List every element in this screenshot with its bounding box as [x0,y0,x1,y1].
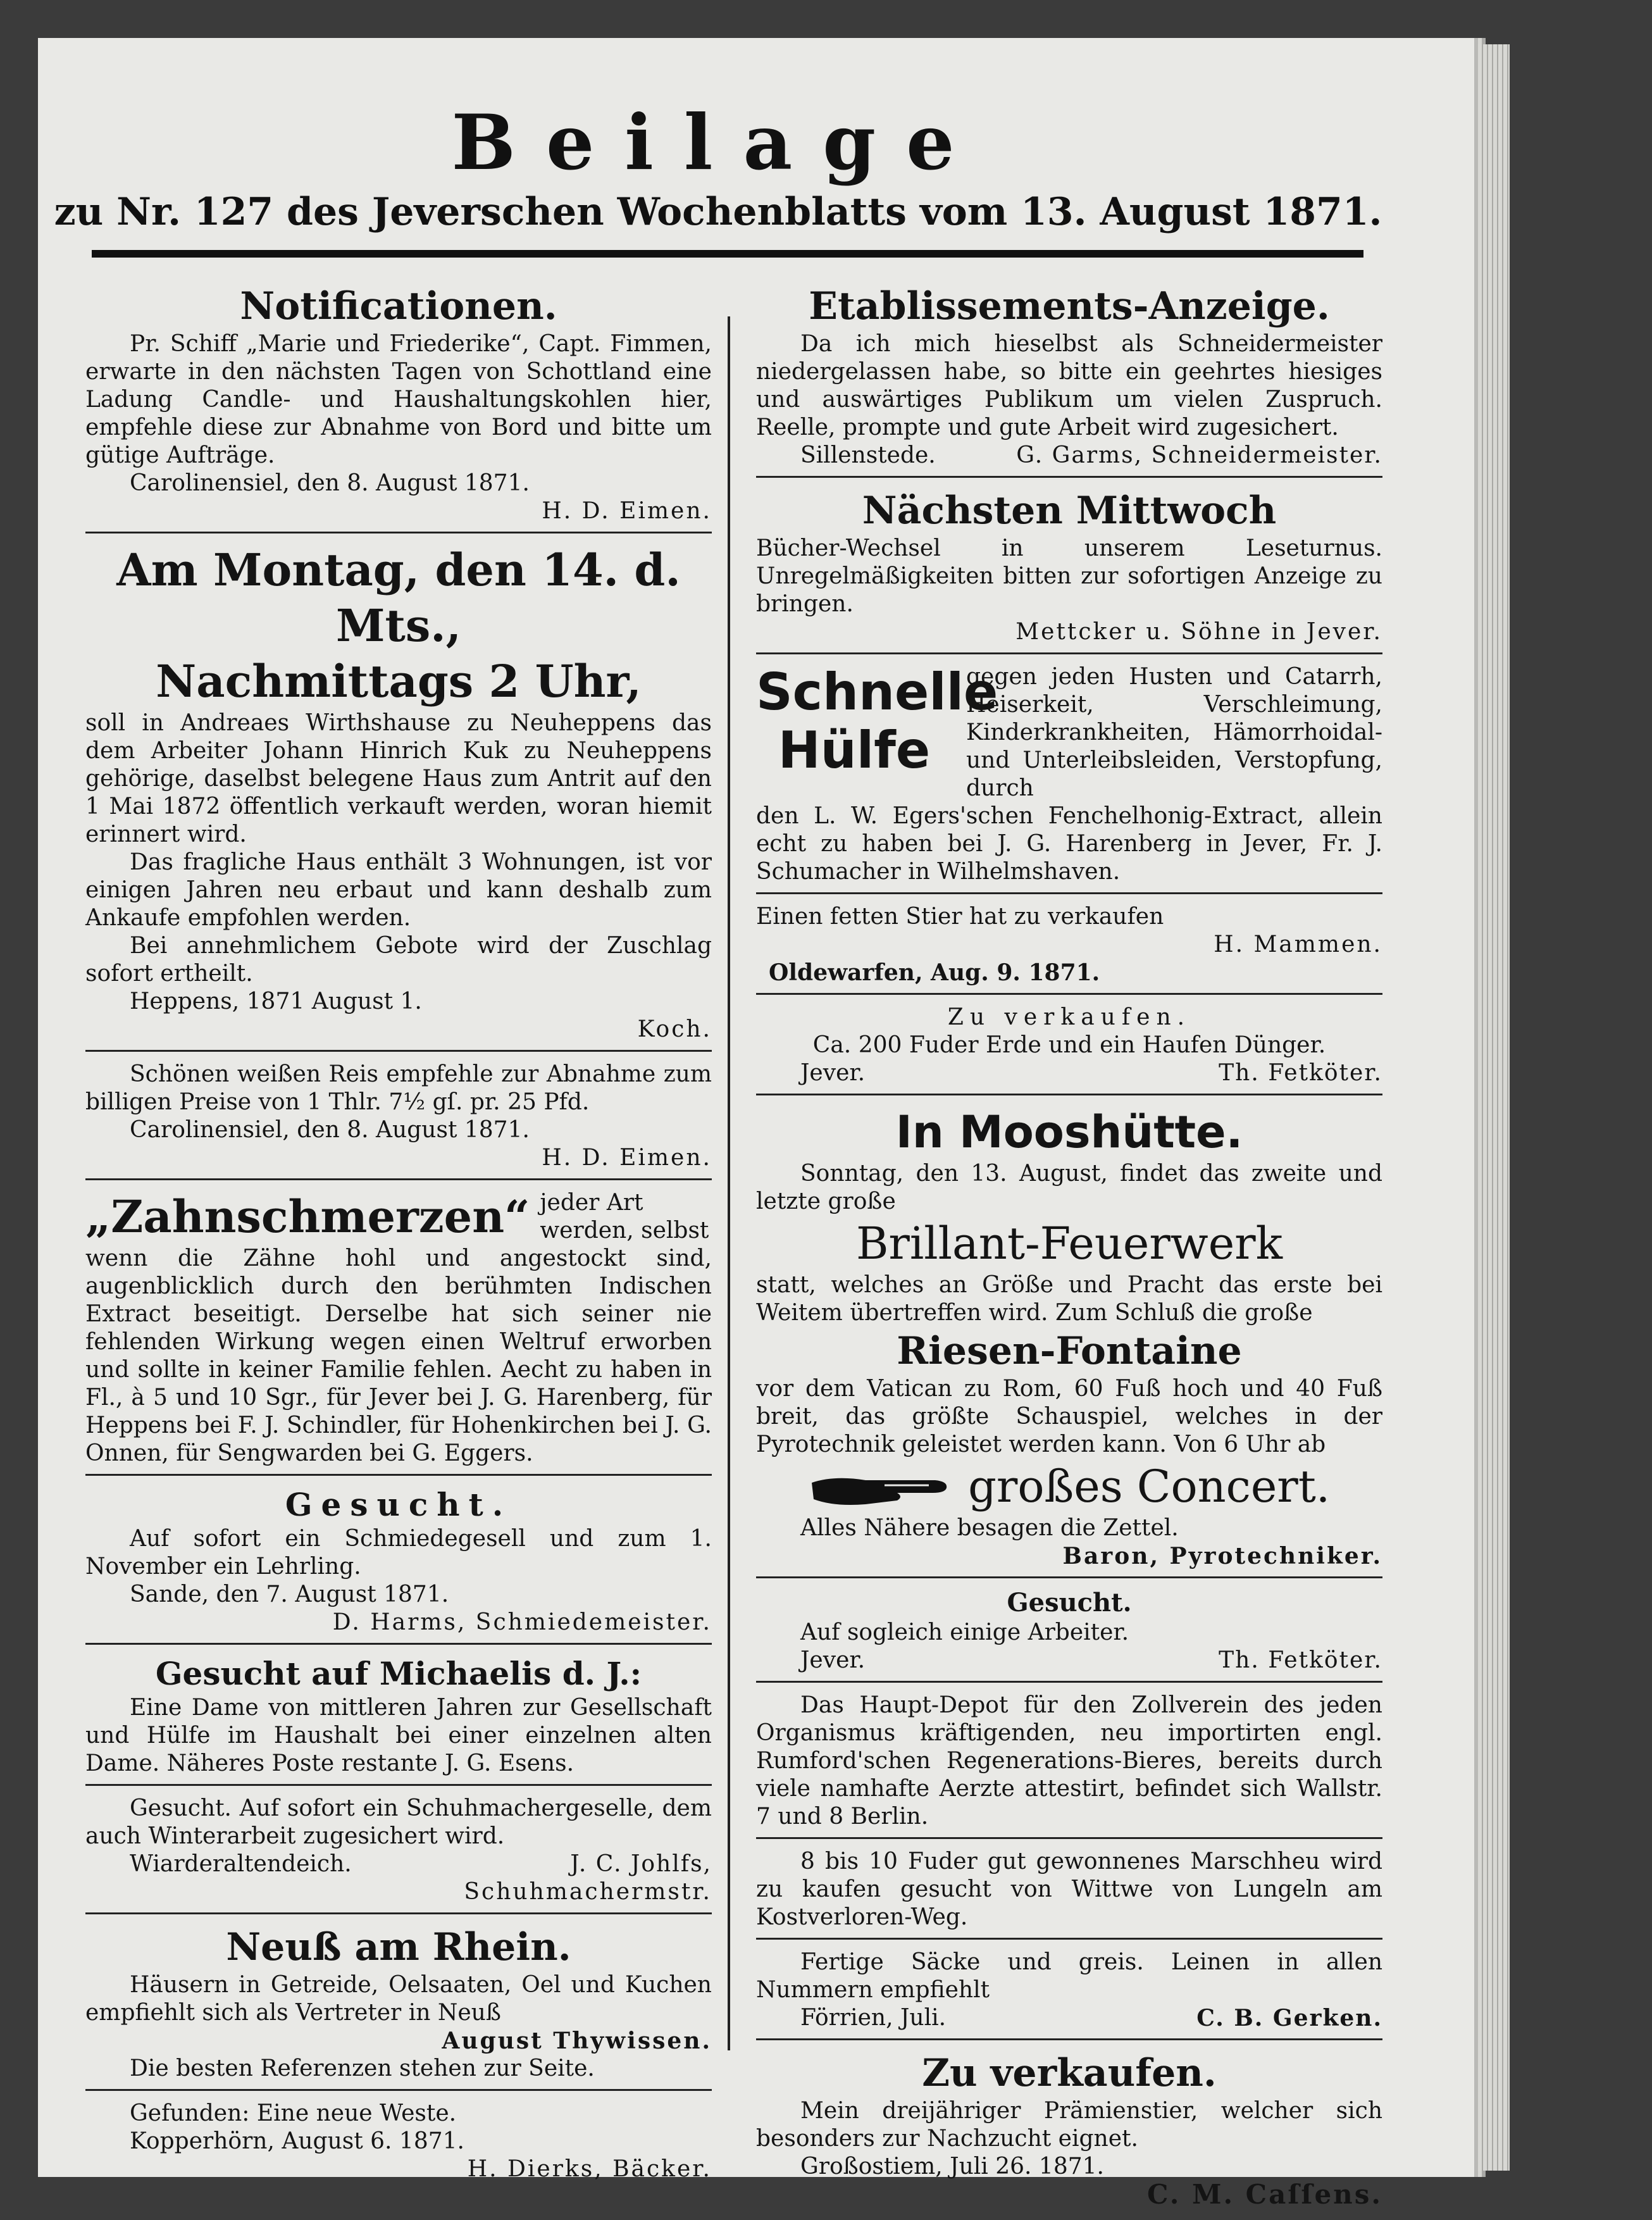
schnelle-block [756,663,1382,802]
ad-note: Alles Nähere besagen die Zettel. [800,1515,1179,1541]
schnelle-title [756,663,998,802]
ad-praemienstier [756,2045,1382,2215]
ad-title: Gesucht. [1007,1588,1132,1618]
ad-body: Das Haupt-Depot für den Zollverein des jeden Organismus kräftigenden, neu importirten engl. Rumford'schen Regenerations-Bieres, bereits durch viele namhafte Aerzte attestirt, befindet sich Wallstr. 7 und 8 Berlin. [756,1692,1382,1830]
ad-signature: G. Garms, Schneidermeister. [1016,442,1382,468]
ad-place: Heppens, 1871 August 1. [130,988,422,1014]
ad-signature: J. C. Johlfs, [570,1851,712,1877]
ad-michaelis [85,1650,712,1786]
ad-body: Bücher-Wechsel in unserem Leseturnus. Unregelmäßigkeiten bitten zur sofortigen Anzeige zu bringen. [756,535,1382,617]
ad-place-row [756,442,1382,470]
ad-place: Sillenstede. [800,442,936,468]
ad-signature: Th. Fetköter. [1219,1060,1382,1086]
ad-notificationen [85,278,712,533]
ad-gesucht-arbeiter [756,1583,1382,1683]
ad-title: „Zahnschmerzen“ [85,1190,530,1243]
ad-title: Gesucht. [285,1486,512,1523]
ad-title: Etablissements-Anzeige. [809,284,1330,328]
ad-intro: jeder Art werden, selbst [540,1190,709,1244]
ad-body: Einen fetten Stier hat zu verkaufen [756,904,1164,930]
ad-place: Förrien, Juli. [800,2005,947,2031]
ad-signature: H. Dierks, Bäcker. [467,2156,712,2182]
schnelle-word-1: Schnelle [756,663,998,721]
ad-signature-title: Schuhmachermstr. [464,1879,712,1905]
ad-marschheu [756,1844,1382,1940]
ad-signature: H. D. Eimen. [542,498,712,524]
ad-etablissement [756,278,1382,478]
concert-row [756,1459,1382,1514]
ad-body: Da ich mich hieselbst als Schneidermeister niedergelassen habe, so bitte ein geehrtes hiesiges und auswärtiges Publikum um vielen Zuspruch. Reelle, prompte und gute Arbeit wird zugesichert. [756,331,1382,440]
ad-mooshuette [756,1101,1382,1578]
ad-gesucht-schmied [85,1481,712,1645]
ad-schnelle-huelfe [756,659,1382,894]
ad-body: statt, welches an Größe und Pracht das erste bei Weitem übertreffen wird. Zum Schluß die große [756,1272,1382,1326]
ad-body: Auf sogleich einige Arbeiter. [800,1619,1129,1645]
ad-body: wenn die Zähne hohl und angestockt sind, augenblicklich durch den berühmten Indischen Extract beseitigt. Derselbe hat sich seiner nie fehlenden Wirkung wegen einen Weltruf erworben und sollte in keiner Familie fehlen. Aecht zu haben in Fl., à 5 und 10 Sgr., für Jever bei J. G. Harenberg, für Heppens bei F. J. Schindler, für Hohenkirchen bei J. G. Onnen, für Sengwarden bei G. Eggers. [85,1245,712,1466]
masthead-title: Beilage [451,98,985,187]
ad-zahnschmerzen [85,1185,712,1476]
ad-schuhmacher [85,1791,712,1914]
ad-reis [85,1057,712,1180]
ad-montag [85,539,712,1052]
left-column [85,278,712,2195]
ad-signature: C. M. Caſſens. [1147,2179,1382,2210]
ad-place: Kopperhörn, August 6. 1871. [130,2128,464,2154]
ad-title: Notificationen. [240,284,557,328]
ad-place: Großostiem, Juli 26. 1871. [800,2154,1104,2179]
ad-title: Am Montag, den 14. d. Mts., [116,544,681,652]
schnelle-side-text: gegen jeden Husten und Catarrh, Heiserkeit, Verschleimung, Kinderkrankheiten, Hämorrhoidal- und Unterleibsleiden, Verstopfung, durch [966,664,1382,801]
ad-signature: C. B. Gerken. [1196,2005,1382,2031]
ad-title: In Mooshütte. [895,1106,1243,1158]
ad-body: Gefunden: Eine neue Weste. [130,2100,457,2126]
ad-signature: Mettcker u. Söhne in Jever. [1015,619,1382,645]
ad-title: Zu verkaufen. [947,1004,1191,1030]
ad-title: Neuß am Rhein. [226,1925,571,1969]
ad-place: Oldewarfen, Aug. 9. 1871. [769,959,1100,986]
ad-signature: Baron, Pyrotechniker. [1062,1543,1382,1569]
ad-body: Häusern in Getreide, Oelsaaten, Oel und Kuchen empfiehlt sich als Vertreter in Neuß [85,1972,712,2026]
masthead-rule [92,250,1363,258]
ad-body: 8 bis 10 Fuder gut gewonnenes Marschheu wird zu kaufen gesucht von Wittwe von Lungeln am Kostverloren-Weg. [756,1849,1382,1930]
ad-signature: H. D. Eimen. [542,1145,712,1171]
ad-zu-verkaufen-erde [756,1000,1382,1095]
ad-signature: August Thywissen. [442,2028,712,2054]
ad-body: vor dem Vatican zu Rom, 60 Fuß hoch und 40 Fuß breit, das größte Schauspiel, welches in der Pyrotechnik geleistet werden kann. Von 6 Uhr ab [756,1376,1382,1457]
ad-body: Fertige Säcke und greis. Leinen in allen Nummern empfiehlt [756,1949,1382,2003]
ad-reference: Die besten Referenzen stehen zur Seite. [130,2055,595,2081]
ad-signature: Th. Fetköter. [1219,1647,1382,1673]
ad-body: Mein dreijähriger Prämienstier, welcher sich besonders zur Nachzucht eignet. [756,2098,1382,2152]
masthead-subtitle: zu Nr. 127 des Jeverschen Wochenblatts vom 13. August 1871. [54,190,1382,234]
ad-place-row [756,2004,1382,2032]
ad-weste [85,2096,712,2190]
ad-body: Eine Dame von mittleren Jahren zur Gesellschaft und Hülfe im Haushalt bei einer einzelnen alten Dame. Näheres Poste restante J. G. Esens. [85,1695,712,1776]
page-stack-edge [1478,44,1510,2171]
ad-body: Schönen weißen Reis empfehle zur Abnahme zum billigen Preise von 1 Thlr. 7½ gſ. pr. 25 Pfd. [85,1061,712,1115]
ad-place: Jever. [800,1647,866,1673]
ad-signature: Koch. [637,1016,712,1042]
ad-title: Gesucht auf Michaelis d. J.: [155,1655,642,1692]
ad-body: Das fragliche Haus enthält 3 Wohnungen, ist vor einigen Jahren neu erbaut und kann deshalb zum Ankaufe empfohlen werden. [85,849,712,931]
ad-haupt-depot [756,1688,1382,1839]
ad-title: Zu verkaufen. [922,2051,1217,2095]
ad-title: Nächsten Mittwoch [862,489,1277,533]
ad-place: Carolinensiel, den 8. August 1871. [130,1117,530,1143]
schnelle-word-2: Hülfe [778,721,931,780]
ad-body: Auf sofort ein Schmiedegesell und zum 1. November ein Lehrling. [85,1526,712,1580]
pointing-hand-icon [809,1471,954,1509]
ad-place-row [756,1647,1382,1674]
ad-saecke [756,1945,1382,2040]
feuerwerk-heading: Brillant-Feuerwerk [855,1218,1283,1269]
right-column [756,278,1382,2220]
ad-subtitle: Nachmittags 2 Uhr, [156,655,642,708]
ad-neuss [85,1919,712,2091]
ad-body: Sonntag, den 13. August, findet das zweite und letzte große [756,1161,1382,1214]
ad-place: Sande, den 7. August 1871. [130,1581,449,1607]
ad-body: Bei annehmlichem Gebote wird der Zuschlag sofort ertheilt. [85,933,712,987]
ad-body: Ca. 200 Fuder Erde und ein Haufen Dünger. [812,1032,1326,1058]
ad-place: Carolinensiel, den 8. August 1871. [130,470,530,496]
ad-place: Jever. [800,1060,866,1086]
ad-place-row [756,1059,1382,1087]
ad-stier [756,899,1382,995]
ad-place: Wiarderaltendeich. [130,1851,352,1877]
ad-place-row [85,1850,712,1878]
ad-body: soll in Andreaes Wirthshause zu Neuheppens das dem Arbeiter Johann Hinrich Kuk zu Neuheppens gehörige, daselbst belegene Haus zum Antrit auf den 1 Mai 1872 öffentlich verkauft werden, woran hiemit erinnert wird. [85,710,712,847]
ad-signature: H. Mammen. [1214,932,1382,957]
ad-body: Pr. Schiff „Marie und Friederike“, Capt. Fimmen, erwarte in den nächsten Tagen von Schottland eine Ladung Candle- und Haushaltungskohlen hier, empfehle diese zur Abnahme von Bord und bitte um gütige Aufträge. [85,331,712,468]
ad-body: Gesucht. Auf sofort ein Schuhmachergeselle, dem auch Winterarbeit zugesichert wird. [85,1795,712,1849]
ad-mittwoch [756,483,1382,654]
fontaine-heading: Riesen-Fontaine [897,1329,1242,1373]
ad-body: den L. W. Egers'schen Fenchelhonig-Extract, allein echt zu haben bei J. G. Harenberg in Jever, Fr. J. Schumacher in Wilhelmshaven. [756,803,1382,885]
column-divider [728,316,730,2050]
ad-signature: D. Harms, Schmiedemeister. [332,1609,712,1635]
concert-heading: großes Concert. [968,1461,1331,1512]
